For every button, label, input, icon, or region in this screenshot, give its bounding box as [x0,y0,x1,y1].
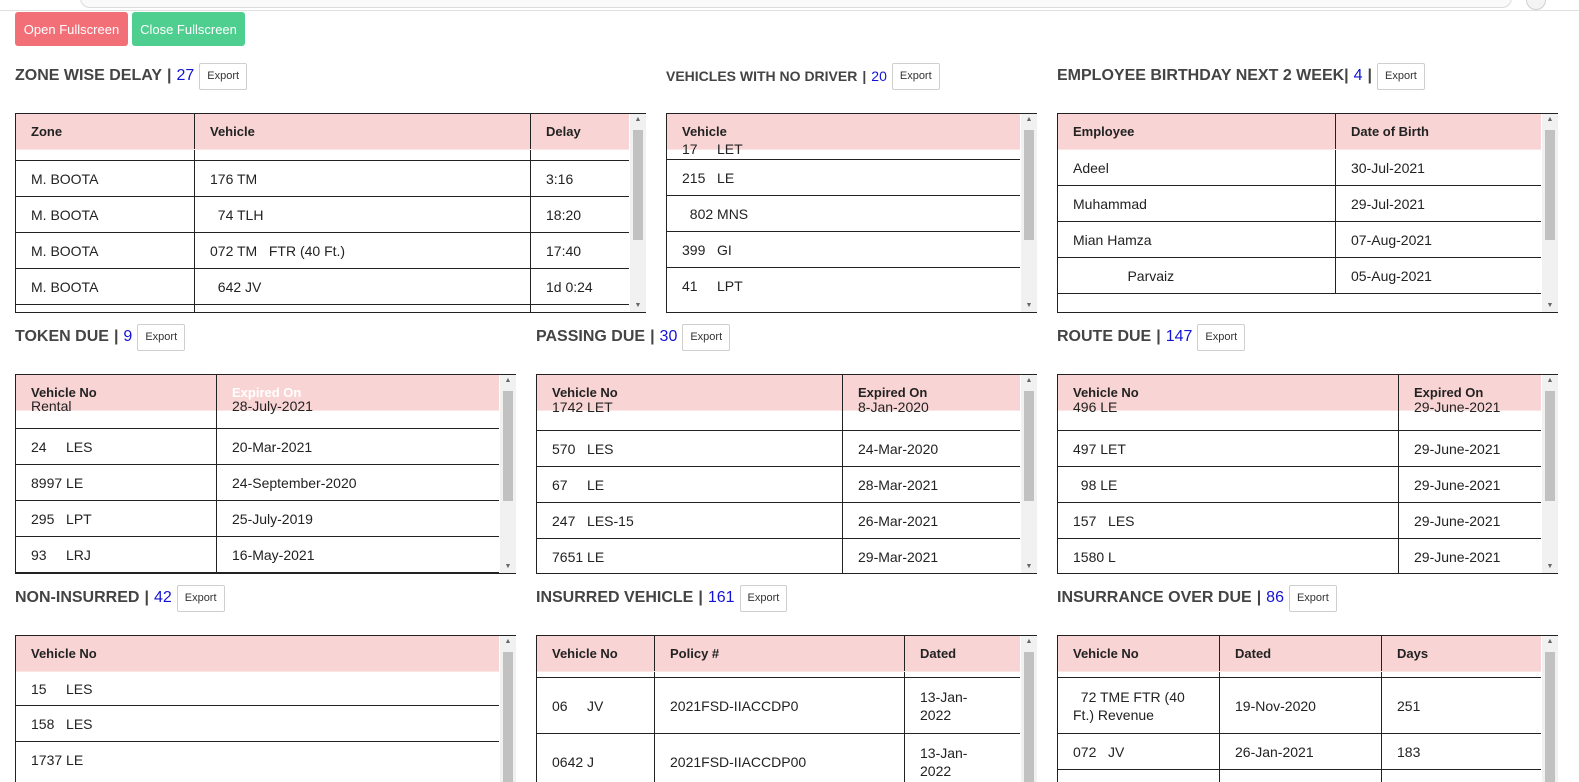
table-cell: 29-June-2021 [1414,512,1501,529]
table-cell: 2021FSD-IIACCDP00 [670,753,807,770]
table-cell: 247 LES-15 [552,512,634,529]
table-row[interactable] [16,269,629,305]
table-row[interactable] [667,268,1020,303]
scroll-up-arrow-icon[interactable]: ▲ [1025,116,1033,123]
table-cell: 17:40 [546,242,582,259]
table-cell: M. BOOTA [31,170,99,187]
table-row[interactable] [537,678,1020,734]
panel-separator: | [698,589,703,606]
table-cell: Muhammad [1073,195,1147,212]
vertical-scrollbar[interactable] [1021,636,1037,782]
column-header[interactable]: Expired On [858,385,928,400]
export-button[interactable]: Export [177,585,225,612]
scrollbar-thumb[interactable] [503,391,513,501]
column-header[interactable]: Dated [920,646,957,661]
table-cell: 29-June-2021 [1414,548,1501,565]
scrollbar-thumb[interactable] [1545,391,1555,501]
table-cell: 26-Jan-2021 [1235,743,1314,760]
export-button[interactable]: Export [199,63,247,90]
vertical-scrollbar[interactable] [630,114,646,312]
table-row[interactable] [537,539,1020,574]
panel-separator: | [862,68,867,84]
table-cell: 30-Jul-2021 [1351,159,1425,176]
panel-count: 86 [1266,589,1284,606]
employee-birthday-panel [1057,61,1557,313]
vertical-scrollbar[interactable] [500,636,516,782]
table-cell: 7651 LE [552,548,605,565]
table-cell: 802 MNS [682,205,749,222]
table-cell: 29-June-2021 [1414,440,1501,457]
scroll-down-arrow-icon[interactable]: ▼ [1025,563,1033,570]
table-scroll-area[interactable] [536,635,1037,782]
column-header[interactable]: Vehicle No [552,646,618,661]
export-button[interactable]: Export [137,324,185,351]
column-header[interactable]: Vehicle No [31,646,97,661]
export-button[interactable]: Export [740,585,788,612]
table-header [16,114,629,150]
scroll-up-arrow-icon[interactable]: ▲ [1546,116,1554,123]
table-row[interactable] [16,161,629,197]
table-cell: 72 TME FTR (40 Ft.) Revenue [1073,688,1189,723]
scrollbar-thumb[interactable] [503,652,513,782]
table-scroll-area[interactable] [536,374,1037,574]
table-row[interactable] [1058,678,1541,734]
table-cell: Rental [31,398,72,414]
table-cell: 24 LES [31,438,93,455]
panel-separator: | [113,328,119,345]
panel-header [1057,583,1337,613]
scroll-up-arrow-icon[interactable]: ▲ [504,377,512,384]
table-row[interactable] [16,150,629,161]
table-cell: 93 LRJ [31,546,91,563]
table-cell: 251 [1397,697,1421,714]
table-row[interactable] [16,429,499,465]
table-row[interactable] [16,397,499,429]
address-bar[interactable] [80,0,1512,8]
table-row[interactable] [537,467,1020,503]
table-row[interactable] [1058,186,1541,222]
table-row[interactable] [16,465,499,501]
table-row[interactable] [16,742,499,777]
scrollbar-thumb[interactable] [633,130,643,240]
panel-count: 27 [176,67,195,84]
panel-count: 30 [659,328,678,345]
table-cell: 19-Nov-2020 [1235,697,1316,714]
column-header[interactable]: Dated [1235,646,1272,661]
panel-separator: | [650,328,655,345]
panel-header [666,61,940,91]
table-cell: 67 LE [552,476,605,493]
panel-title: PASSING DUE [536,328,646,345]
scroll-down-arrow-icon[interactable]: ▼ [1546,563,1554,570]
table-scroll-area[interactable] [1057,113,1558,313]
table-cell: 13-Jan-2022 [920,744,968,779]
panel-title: INSURRED VEHICLE [536,589,694,606]
table-row[interactable] [1058,222,1541,258]
scroll-down-arrow-icon[interactable]: ▼ [504,563,512,570]
table-scroll-area[interactable] [15,374,516,574]
scroll-up-arrow-icon[interactable]: ▲ [634,116,642,123]
table-cell: 13-Jan-2022 [920,688,968,723]
table-cell: 496 LE [1073,399,1118,415]
scroll-up-arrow-icon[interactable]: ▲ [1025,377,1033,384]
table-row[interactable] [1058,431,1541,467]
table-cell: 183 [1397,743,1421,760]
table-cell: 15 LES [31,680,93,697]
table-row[interactable] [1058,539,1541,574]
table-cell: 072 TM FTR (40 Ft.) [210,242,346,259]
panel-header [536,322,730,352]
panel-header [15,583,225,613]
vertical-scrollbar[interactable] [1542,114,1558,312]
export-button[interactable]: Export [1197,324,1245,351]
vehicles-no-driver-panel [666,61,1036,313]
insured-vehicle-panel [536,583,1036,781]
panel-header [15,322,185,352]
column-header[interactable]: Date of Birth [1351,124,1429,139]
table-cell: 0642 J [552,753,595,770]
table-cell: 25-July-2019 [232,510,313,527]
panel-count: 147 [1165,328,1193,345]
panel-header [1057,61,1425,91]
passing-due-panel [536,322,1036,574]
table-cell: 05-Aug-2021 [1351,267,1432,284]
table-row[interactable] [16,305,629,313]
column-header[interactable]: Vehicle [210,124,255,139]
scrollbar-thumb[interactable] [1024,391,1034,501]
browser-menu-button[interactable] [1526,0,1546,10]
table-cell: Parvaiz [1073,267,1175,284]
table-cell: 24-Mar-2020 [858,440,939,457]
table-cell: 41 LPT [682,277,743,294]
table-cell: 642 JV [210,278,262,295]
panel-title: ZONE WISE DELAY [15,67,162,84]
table-row[interactable] [667,196,1020,232]
table-scroll-area[interactable] [15,635,516,782]
table-cell: M. BOOTA [31,242,99,259]
table-header [537,636,1020,672]
panel-title: TOKEN DUE [15,328,109,345]
non-insured-panel [15,583,515,781]
insurance-over-due-panel [1057,583,1557,781]
table-cell: 8997 LE [31,474,84,491]
table-cell: 20-Mar-2021 [232,438,313,455]
export-button[interactable]: Export [892,63,940,90]
table-row[interactable] [16,197,629,233]
table-row[interactable] [1058,503,1541,539]
column-header[interactable]: Vehicle No [1073,646,1139,661]
table-cell: 215 LE [682,169,735,186]
column-header[interactable]: Vehicle [682,124,727,139]
table-row[interactable] [537,431,1020,467]
table-row[interactable] [667,136,1020,160]
table-cell: 26-Mar-2021 [858,512,939,529]
table-row[interactable] [667,160,1020,196]
vertical-scrollbar[interactable] [1021,114,1037,312]
table-cell: M. BOOTA [31,278,99,295]
table-cell: 570 LES [552,440,614,457]
table-cell: 06 JV [552,697,604,714]
table-row[interactable] [537,397,1020,431]
table-scroll-area[interactable] [15,113,646,313]
table-cell: 16-May-2021 [232,546,315,563]
zone-wise-delay-panel [15,61,645,313]
table-cell: 157 LES [1073,512,1135,529]
panel-count: 161 [707,589,735,606]
table-row[interactable] [16,672,499,706]
panel-title: EMPLOYEE BIRTHDAY NEXT 2 WEEK| [1057,67,1349,84]
close-fullscreen-button[interactable]: Close Fullscreen [132,12,245,46]
column-header[interactable]: Vehicle No [31,385,97,400]
table-row[interactable] [667,232,1020,268]
panel-count: 42 [153,589,172,606]
panel-title: ROUTE DUE [1057,328,1152,345]
table-cell: 28-July-2021 [232,398,313,414]
table-cell: 17 LET [682,141,743,157]
table-cell: 28-Mar-2021 [858,476,939,493]
table-header [1058,114,1541,150]
scroll-up-arrow-icon[interactable]: ▲ [504,638,512,645]
table-row[interactable] [537,734,1020,782]
table-cell: 74 TLH [210,206,264,223]
scroll-down-arrow-icon[interactable]: ▼ [1546,302,1554,309]
table-row[interactable] [1058,770,1541,782]
panel-header [1057,322,1245,352]
vertical-scrollbar[interactable] [1542,375,1558,573]
column-header[interactable]: Policy # [670,646,720,661]
table-row[interactable] [1058,397,1541,431]
scrollbar-thumb[interactable] [1545,652,1555,782]
table-cell: 1742 LET [552,399,613,415]
table-cell: 29-June-2021 [1414,476,1501,493]
panel-header [536,583,787,613]
table-scroll-area[interactable] [1057,635,1558,782]
scroll-up-arrow-icon[interactable]: ▲ [1546,638,1554,645]
export-button[interactable]: Export [1289,585,1337,612]
table-cell: 3:16 [546,170,574,187]
table-cell: 295 LPT [31,510,92,527]
scroll-up-arrow-icon[interactable]: ▲ [1025,638,1033,645]
table-cell: 8-Jan-2020 [858,399,929,415]
table-cell: 1737 LE [31,751,84,768]
panel-header [15,61,247,91]
table-cell: 1580 L [1073,548,1116,565]
column-header[interactable]: Days [1397,646,1429,661]
table-cell: 98 LE [1073,476,1118,493]
scrollbar-thumb[interactable] [1024,652,1034,782]
table-row[interactable] [16,233,629,269]
panel-separator: | [166,67,172,84]
table-row[interactable] [1058,258,1541,294]
scroll-up-arrow-icon[interactable]: ▲ [1546,377,1554,384]
column-header[interactable]: Employee [1073,124,1135,139]
table-cell: 176 TM [210,170,258,187]
table-cell: 29-Mar-2021 [858,548,939,565]
table-cell: 29-June-2021 [1414,399,1501,415]
table-cell: Mian Hamza [1073,231,1152,248]
table-row[interactable] [16,706,499,742]
panel-title: VEHICLES WITH NO DRIVER [666,68,858,84]
panel-separator: | [1156,328,1161,345]
table-row[interactable] [16,537,499,574]
export-button[interactable]: Export [682,324,730,351]
scroll-down-arrow-icon[interactable]: ▼ [634,302,642,309]
panel-title: INSURRANCE OVER DUE [1057,589,1252,606]
column-header[interactable]: Expired On [232,385,302,400]
vertical-scrollbar[interactable] [500,375,516,573]
open-fullscreen-button[interactable]: Open Fullscreen [15,12,128,46]
table-row[interactable] [537,503,1020,539]
table-cell: 24-September-2020 [232,474,357,491]
table-cell: 1d 0:24 [546,278,593,295]
table-scroll-area[interactable] [1057,374,1558,574]
table-row[interactable] [1058,150,1541,186]
table-cell: 18:20 [546,206,582,223]
table-row[interactable] [16,501,499,537]
table-header [16,636,499,672]
panel-count: 20 [871,68,887,84]
panel-separator: | [1367,67,1373,84]
table-cell: 2021FSD-IIACCDP0 [670,697,799,714]
export-button[interactable]: Export [1377,63,1425,90]
scrollbar-thumb[interactable] [1024,130,1034,240]
panel-separator: | [1256,589,1262,606]
column-header[interactable]: Vehicle No [1073,385,1139,400]
column-header[interactable]: Zone [31,124,63,139]
column-header[interactable]: Expired On [1414,385,1484,400]
table-cell: 399 GI [682,241,732,258]
vertical-scrollbar[interactable] [1542,636,1558,782]
table-cell: Adeel [1073,159,1109,176]
table-cell: 07-Aug-2021 [1351,231,1432,248]
route-due-panel [1057,322,1557,574]
table-cell: M. BOOTA [31,206,99,223]
column-header[interactable]: Vehicle No [552,385,618,400]
scroll-down-arrow-icon[interactable]: ▼ [1025,302,1033,309]
token-due-panel [15,322,515,574]
table-cell: 158 LES [31,715,93,732]
browser-top-edge [0,0,1579,11]
column-header[interactable]: Delay [546,124,581,139]
vertical-scrollbar[interactable] [1021,375,1037,573]
table-cell: 497 LET [1073,440,1126,457]
table-cell: 29-Jul-2021 [1351,195,1425,212]
panel-count: 9 [123,328,133,345]
table-row[interactable] [1058,467,1541,503]
table-scroll-area[interactable] [666,113,1037,313]
table-header [1058,636,1541,672]
table-row[interactable] [1058,734,1541,770]
panel-separator: | [144,589,149,606]
panel-title: NON-INSURRED [15,589,140,606]
scrollbar-thumb[interactable] [1545,130,1555,240]
table-cell: 072 JV [1073,743,1125,760]
panel-count: 4 [1353,67,1363,84]
